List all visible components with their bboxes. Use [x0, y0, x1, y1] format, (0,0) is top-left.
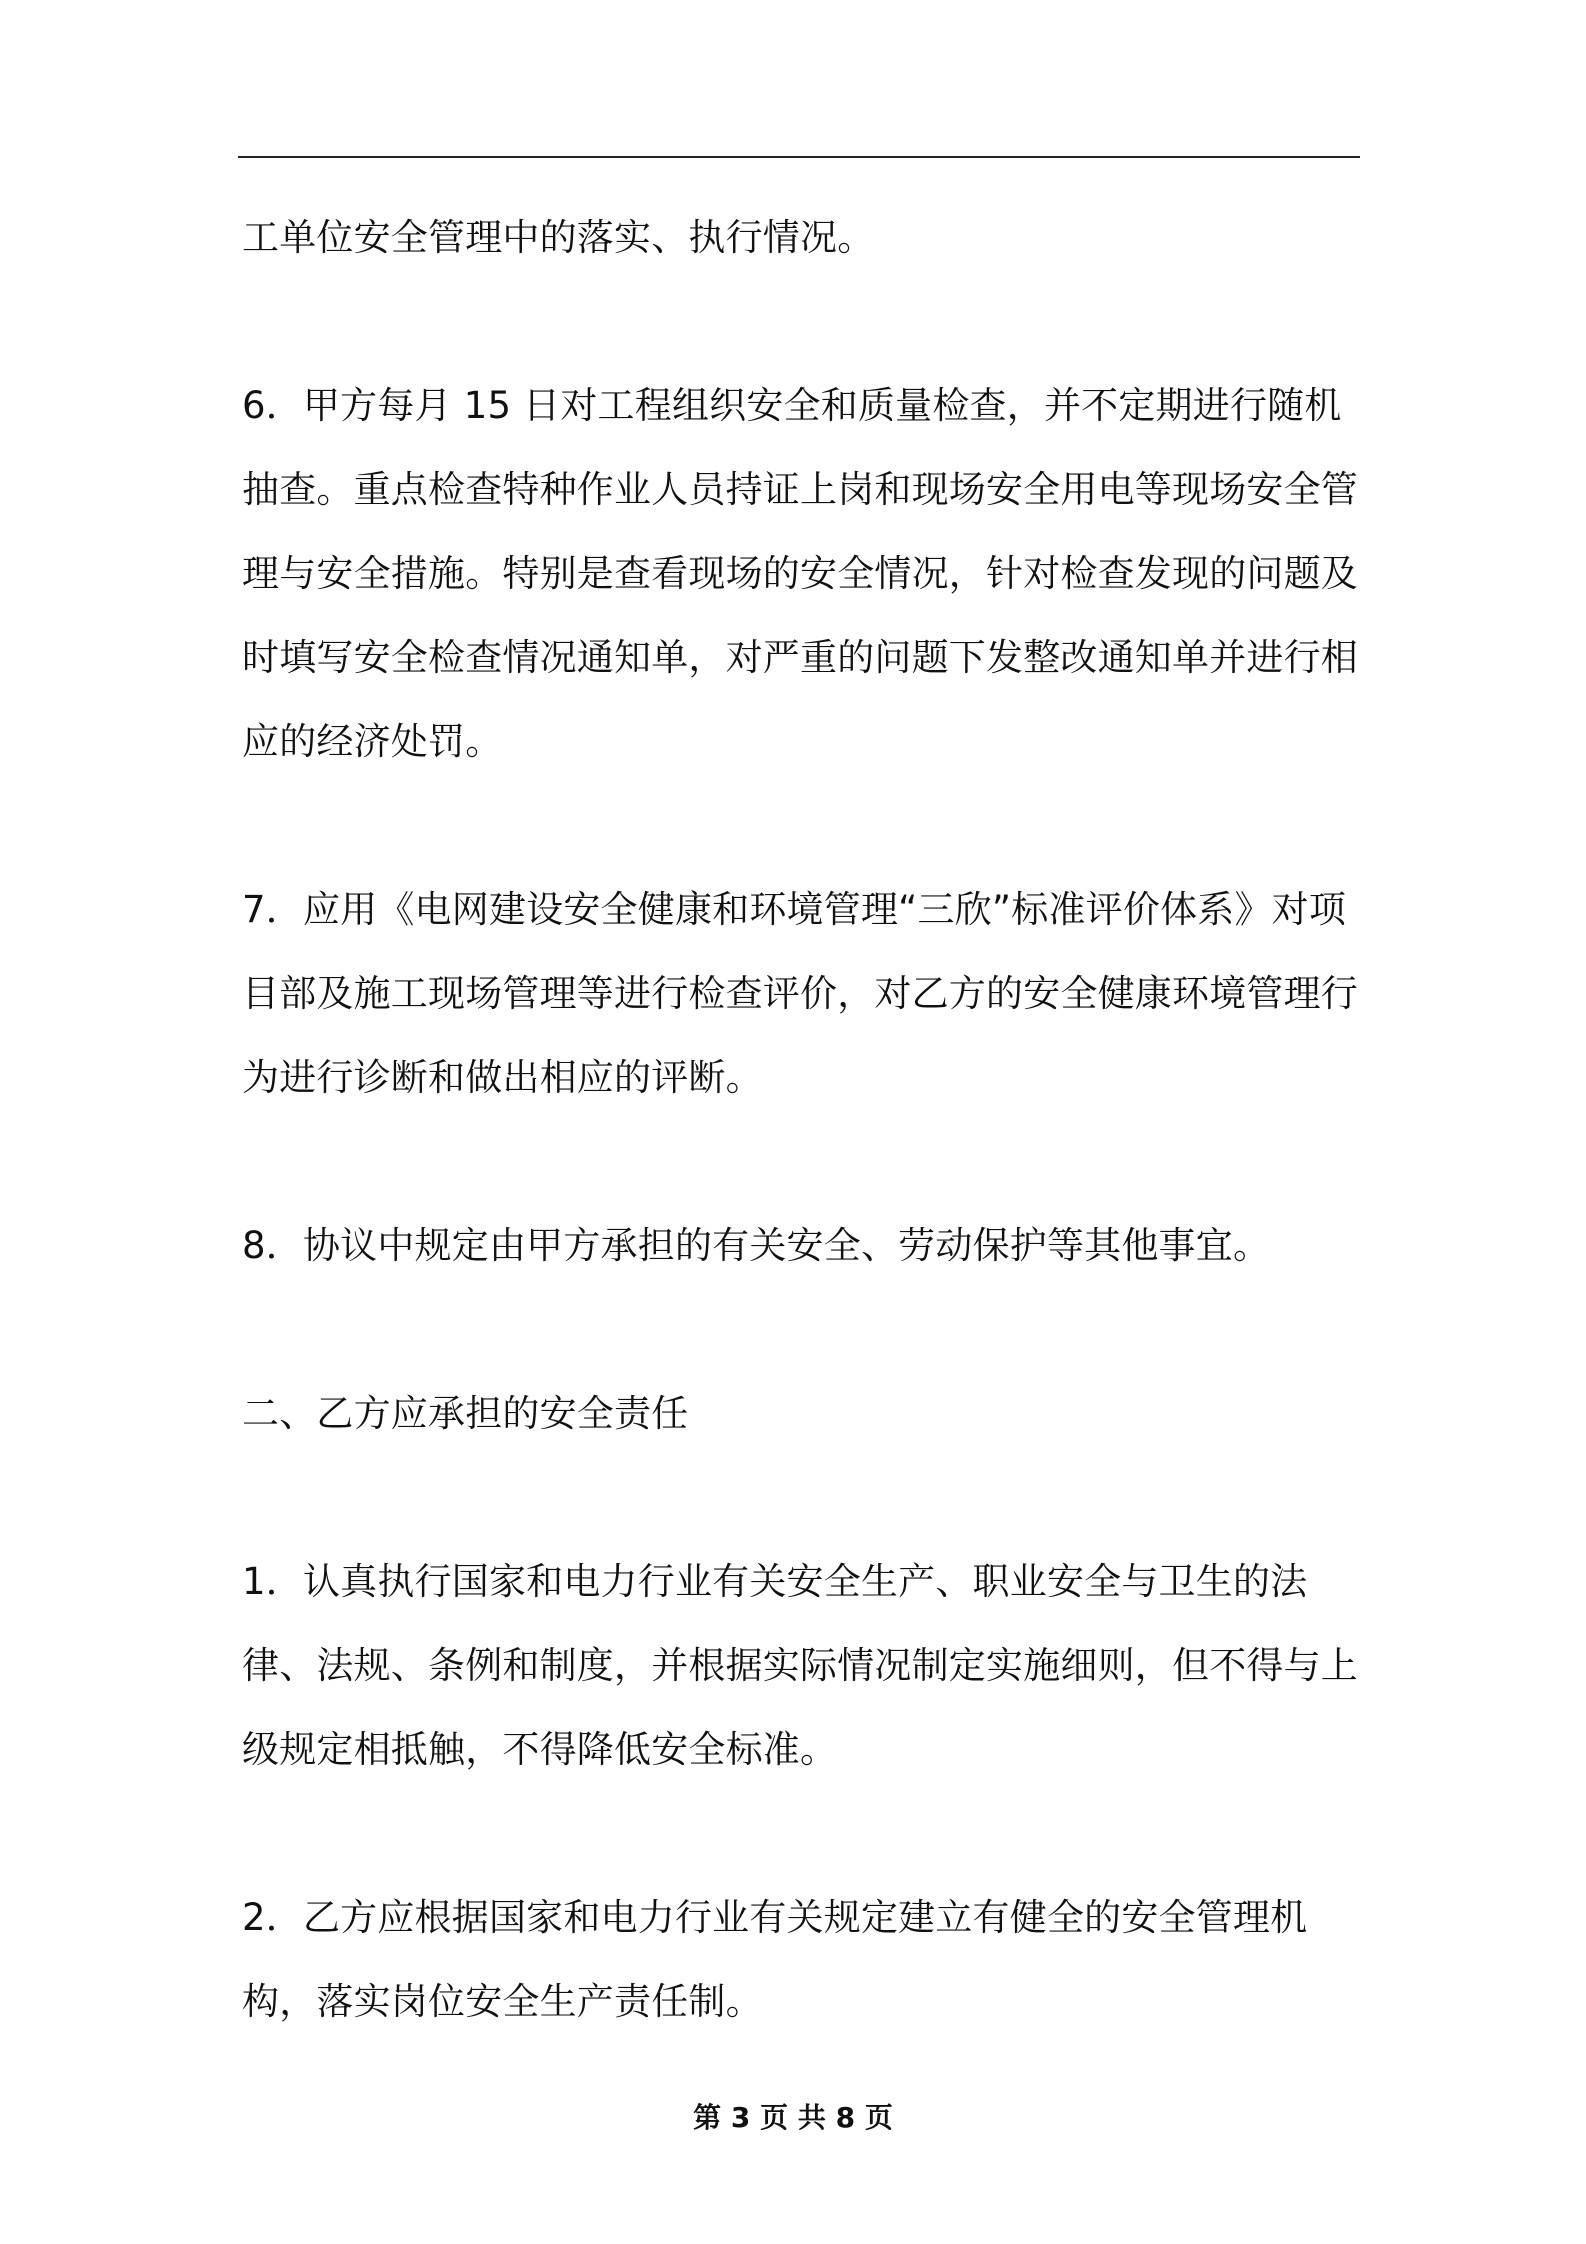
paragraph-item-1: 1．认真执行国家和电力行业有关安全生产、职业安全与卫生的法律、法规、条例和制度，并根据实际情况制定实施细则，但不得与上级规定相抵触，不得降低安全标准。: [242, 1560, 1358, 1771]
section-heading-2: 二、乙方应承担的安全责任: [242, 1392, 689, 1435]
header-rule: [238, 156, 1360, 158]
paragraph-item-8: 8．协议中规定由甲方承担的有关安全、劳动保护等其他事宜。: [242, 1224, 1271, 1267]
paragraph-item-6: 6．甲方每月 15 日对工程组织安全和质量检查，并不定期进行随机抽查。重点检查特种作业人员持证上岗和现场安全用电等现场安全管理与安全措施。特别是查看现场的安全情况，针对检查发现的问题及时填写安全检查情况通知单，对严重的问题下发整改通知单并进行相应的经济处罚。: [242, 384, 1358, 763]
paragraph-item-7: 7．应用《电网建设安全健康和环境管理“三欣”标准评价体系》对项目部及施工现场管理等进行检查评价，对乙方的安全健康环境管理行为进行诊断和做出相应的评断。: [242, 888, 1358, 1099]
document-body: [242, 196, 1362, 2044]
paragraph-item-2: 2．乙方应根据国家和电力行业有关规定建立有健全的安全管理机构，落实岗位安全生产责任制。: [242, 1896, 1308, 2023]
paragraph-continuation: 工单位安全管理中的落实、执行情况。: [242, 216, 875, 259]
page-number-footer: 第 3 页 共 8 页: [693, 2101, 893, 2134]
